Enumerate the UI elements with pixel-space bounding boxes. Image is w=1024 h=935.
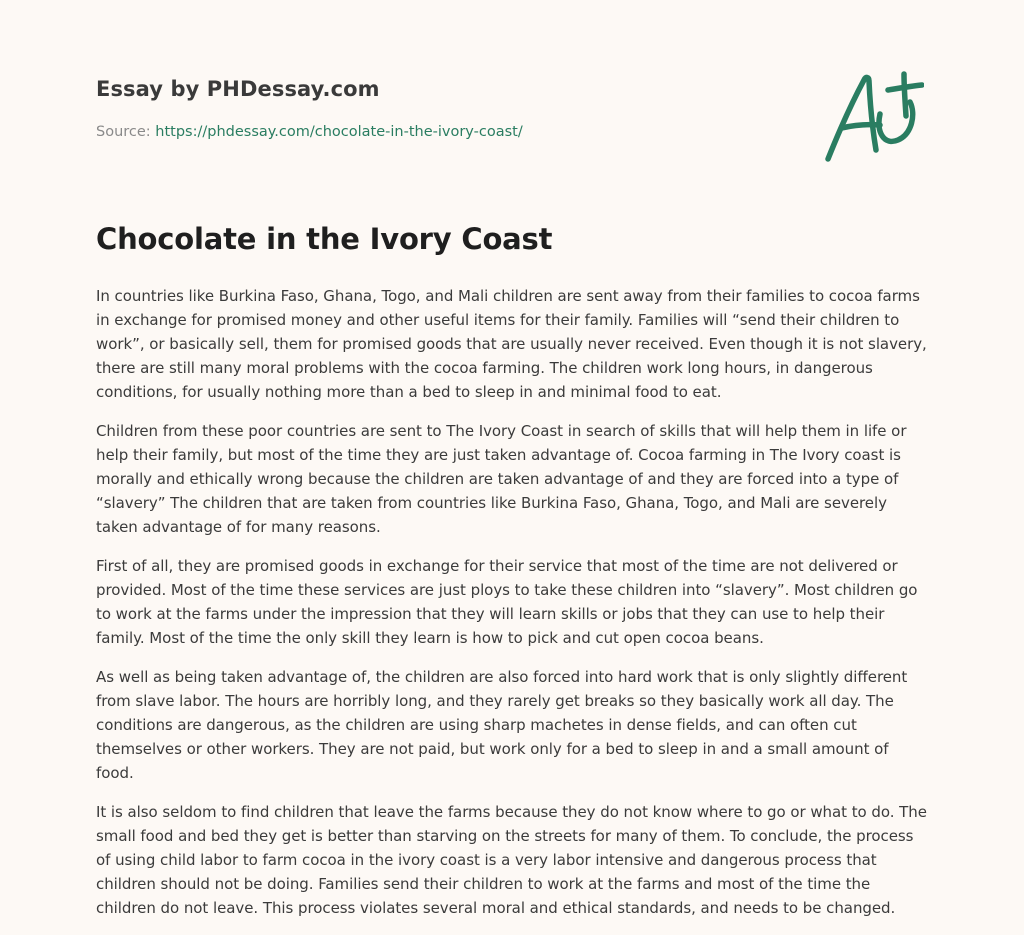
brand-title: Essay by PHDessay.com xyxy=(96,77,380,101)
a-plus-grade-icon xyxy=(824,68,924,164)
essay-header xyxy=(96,0,930,200)
source-link[interactable]: https://phdessay.com/chocolate-in-the-ivory-coast/ xyxy=(155,124,523,140)
essay-paragraph: Children from these poor countries are sent to The Ivory Coast in search of skills that will help them in life or help their family, but most of the time they are just taken advantage of. Cocoa farming in The Ivory coast is morally and ethically wrong because the children are taken advantage of and they are forced into a type of “slavery” The children that are taken from countries like Burkina Faso, Ghana, Togo, and Mali are severely taken advantage of for many reasons. xyxy=(96,422,907,536)
source-line xyxy=(96,124,523,140)
essay-title: Chocolate in the Ivory Coast xyxy=(96,222,553,256)
essay-paragraph: In countries like Burkina Faso, Ghana, Togo, and Mali children are sent away from their families to cocoa farms in exchange for promised money and other useful items for their family. Families will “send their children to work”, or basically sell, them for promised goods that are usually never received. Even though it is not slavery, there are still many moral problems with the cocoa farming. The children work long hours, in dangerous conditions, for usually nothing more than a bed to sleep in and minimal food to eat. xyxy=(96,287,927,401)
essay-paragraph: As well as being taken advantage of, the children are also forced into hard work that is only slightly different from slave labor. The hours are horribly long, and they rarely get breaks so they basically work all day. The conditions are dangerous, as the children are using sharp machetes in dense fields, and can often cut themselves or other workers. They are not paid, but work only for a bed to sleep in and a small amount of food. xyxy=(96,668,908,782)
essay-body xyxy=(96,284,930,935)
essay-paragraph: It is also seldom to find children that leave the farms because they do not know where to go or what to do. The small food and bed they get is better than starving on the streets for many of them. To conclude, the process of using child labor to farm cocoa in the ivory coast is a very labor intensive and dangerous process that children should not be doing. Families send their children to work at the farms and most of the time the children do not leave. This process violates several moral and ethical standards, and needs to be changed. xyxy=(96,803,927,917)
source-label: Source: xyxy=(96,124,156,140)
essay-paragraph: First of all, they are promised goods in exchange for their service that most of the time are not delivered or provided. Most of the time these services are just ploys to take these children into “slavery”. Most children go to work at the farms under the impression that they will learn skills or jobs that they can use to help their family. Most of the time the only skill they learn is how to pick and cut open cocoa beans. xyxy=(96,557,918,647)
essay-page xyxy=(96,0,930,917)
